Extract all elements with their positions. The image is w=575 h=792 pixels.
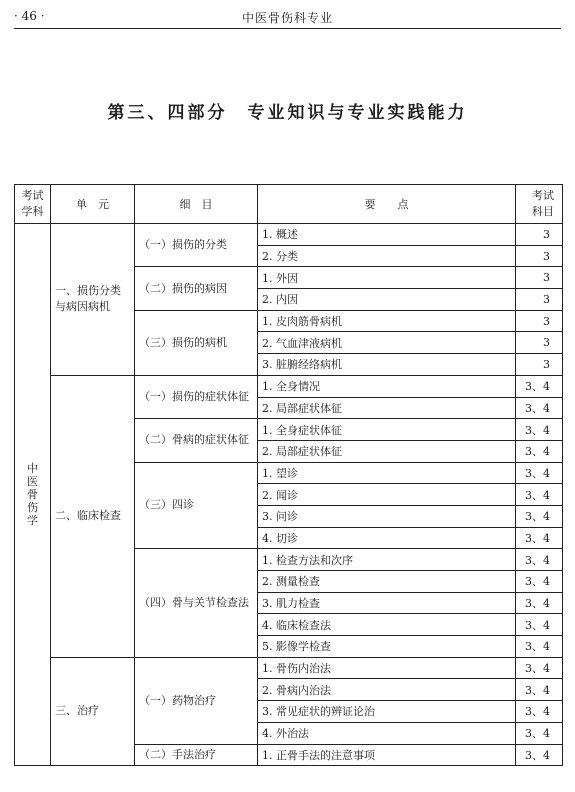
exam-subject-cell: 3、4 [516, 679, 563, 701]
point-cell: 3. 肌力检查 [258, 592, 516, 614]
table-row [15, 224, 563, 246]
exam-subject-cell: 3、4 [516, 657, 563, 679]
point-cell: 2. 闻诊 [258, 484, 516, 506]
point-cell: 1. 全身症状体征 [258, 419, 516, 441]
exam-subject-cell: 3、4 [516, 419, 563, 441]
page-number: · 46 · [14, 9, 45, 23]
point-cell: 3. 脏腑经络病机 [258, 354, 516, 376]
table-row [15, 657, 563, 679]
point-cell: 2. 局部症状体征 [258, 397, 516, 419]
table-header-row [15, 185, 563, 224]
syllabus-table [14, 184, 563, 766]
exam-subject-cell: 3 [516, 289, 563, 311]
point-cell: 2. 测量检查 [258, 571, 516, 593]
point-cell: 1. 全身情况 [258, 375, 516, 397]
exam-subject-cell: 3、4 [516, 701, 563, 723]
point-cell: 5. 影像学检查 [258, 636, 516, 658]
point-cell: 1. 望诊 [258, 462, 516, 484]
point-cell: 2. 局部症状体征 [258, 440, 516, 462]
point-cell: 2. 分类 [258, 245, 516, 267]
page-header [14, 6, 561, 29]
header-subject: 考试 学科 [15, 185, 51, 224]
point-cell: 1. 皮肉筋骨病机 [258, 310, 516, 332]
exam-subject-cell: 3、4 [516, 614, 563, 636]
detail-cell: （二）损伤的病因 [135, 267, 258, 310]
exam-subject-cell: 3 [516, 332, 563, 354]
point-cell: 4. 外治法 [258, 722, 516, 744]
unit-cell: 一、损伤分类与病因病机 [51, 224, 135, 376]
detail-cell: （一）损伤的症状体征 [135, 375, 258, 418]
unit-cell: 二、临床检查 [51, 375, 135, 657]
point-cell: 2. 骨病内治法 [258, 679, 516, 701]
exam-subject-cell: 3 [516, 245, 563, 267]
exam-subject-cell: 3、4 [516, 484, 563, 506]
point-cell: 1. 骨伤内治法 [258, 657, 516, 679]
exam-subject-cell: 3、4 [516, 744, 563, 766]
point-cell: 1. 外因 [258, 267, 516, 289]
point-cell: 2. 内因 [258, 289, 516, 311]
exam-subject-cell: 3、4 [516, 571, 563, 593]
exam-subject-cell: 3、4 [516, 397, 563, 419]
subject-cell: 中 医 骨 伤 学 [15, 224, 51, 766]
detail-cell: （三）损伤的病机 [135, 310, 258, 375]
exam-subject-cell: 3、4 [516, 549, 563, 571]
detail-cell: （一）药物治疗 [135, 657, 258, 744]
exam-subject-cell: 3、4 [516, 636, 563, 658]
exam-subject-cell: 3、4 [516, 592, 563, 614]
exam-subject-cell: 3 [516, 354, 563, 376]
point-cell: 4. 临床检查法 [258, 614, 516, 636]
point-cell: 2. 气血津液病机 [258, 332, 516, 354]
unit-cell: 三、治疗 [51, 657, 135, 765]
exam-subject-cell: 3 [516, 310, 563, 332]
detail-cell: （二）骨病的症状体征 [135, 419, 258, 462]
table-row [15, 375, 563, 397]
point-cell: 1. 检查方法和次序 [258, 549, 516, 571]
detail-cell: （三）四诊 [135, 462, 258, 549]
point-cell: 3. 常见症状的辨证论治 [258, 701, 516, 723]
point-cell: 4. 切诊 [258, 527, 516, 549]
point-cell: 1. 概述 [258, 224, 516, 246]
detail-cell: （二）手法治疗 [135, 744, 258, 766]
detail-cell: （四）骨与关节检查法 [135, 549, 258, 657]
header-detail: 细 目 [135, 185, 258, 224]
header-unit: 单 元 [51, 185, 135, 224]
exam-subject-cell: 3 [516, 267, 563, 289]
point-cell: 1. 正骨手法的注意事项 [258, 744, 516, 766]
exam-subject-cell: 3、4 [516, 440, 563, 462]
exam-subject-cell: 3、4 [516, 722, 563, 744]
exam-subject-cell: 3、4 [516, 375, 563, 397]
running-title: 中医骨伤科专业 [241, 11, 333, 25]
exam-subject-cell: 3 [516, 224, 563, 246]
header-points: 要 点 [258, 185, 516, 224]
header-exam: 考试 科目 [516, 185, 563, 224]
exam-subject-cell: 3、4 [516, 527, 563, 549]
detail-cell: （一）损伤的分类 [135, 224, 258, 267]
point-cell: 3. 问诊 [258, 505, 516, 527]
section-title: 第三、四部分 专业知识与专业实践能力 [107, 103, 468, 123]
exam-subject-cell: 3、4 [516, 505, 563, 527]
exam-subject-cell: 3、4 [516, 462, 563, 484]
